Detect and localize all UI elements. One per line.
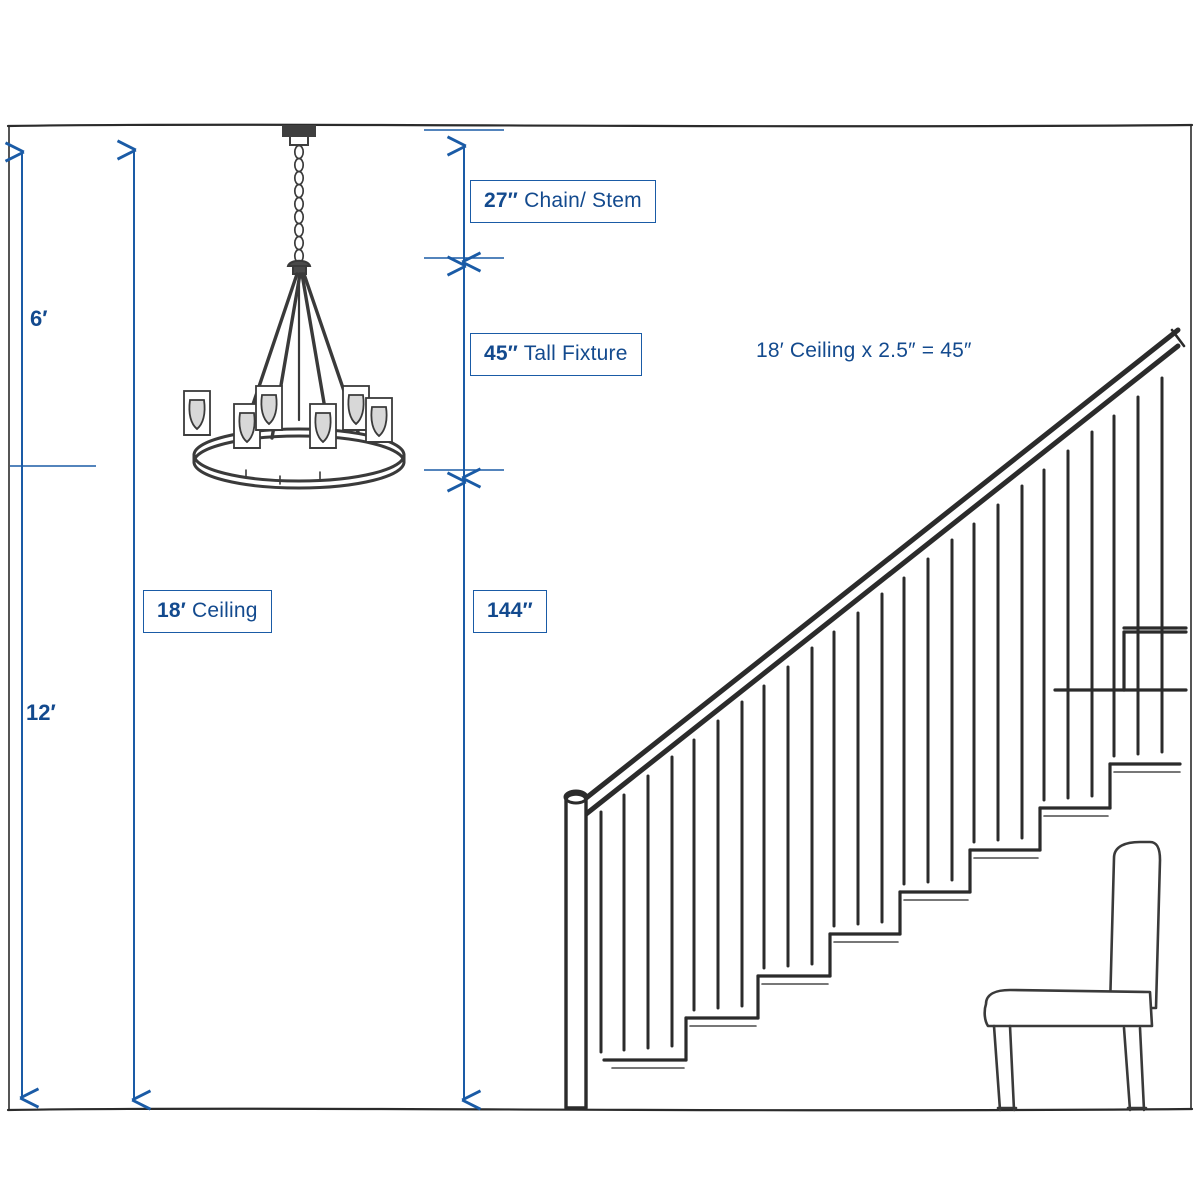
chain-stem-text: Chain/ Stem [524, 189, 642, 212]
ceiling-text: Ceiling [192, 599, 258, 622]
chain-stem-value: 27″ [484, 189, 519, 212]
chain-stem-label [470, 180, 656, 223]
tall-fixture-value: 45″ [484, 342, 519, 365]
clearance-label [473, 590, 547, 633]
ceiling-value: 18′ [157, 599, 186, 622]
tall-fixture-label [470, 333, 642, 376]
clearance-value: 144″ [487, 599, 533, 622]
formula-label: 18′ Ceiling x 2.5″ = 45″ [756, 339, 972, 362]
tall-fixture-text: Tall Fixture [523, 342, 628, 365]
lower-span-label: 12′ [26, 700, 56, 725]
ceiling-label [143, 590, 272, 633]
upper-span-label: 6′ [30, 306, 48, 331]
